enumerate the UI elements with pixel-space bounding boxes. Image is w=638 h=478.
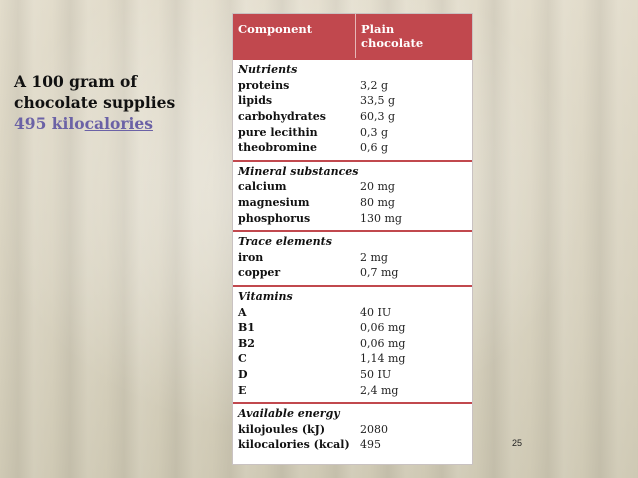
row-value: 50 IU	[360, 367, 392, 381]
table-row	[233, 124, 472, 140]
row-value: 40 IU	[360, 305, 392, 319]
table-row	[233, 140, 472, 156]
row-name: iron	[238, 250, 264, 264]
table-row	[233, 421, 472, 437]
row-name: C	[238, 352, 247, 366]
row-value: 130 mg	[360, 211, 402, 225]
row-name: A	[238, 305, 247, 319]
row-value: 20 mg	[360, 180, 395, 194]
table-row	[233, 351, 472, 367]
table-row	[233, 437, 472, 453]
row-value: 80 mg	[360, 196, 395, 210]
table-row	[233, 250, 472, 266]
row-value: 33,5 g	[360, 94, 396, 108]
row-value: 0,6 g	[360, 141, 389, 155]
section-heading: Trace elements	[238, 234, 332, 248]
row-value: 0,7 mg	[360, 266, 399, 280]
table-row	[233, 320, 472, 336]
row-value: 2,4 mg	[360, 383, 399, 397]
table-section	[233, 285, 472, 402]
header-plain-line1: Plain	[361, 22, 395, 36]
row-value: 2 mg	[360, 250, 388, 264]
row-name: lipids	[238, 94, 273, 108]
section-heading: Nutrients	[238, 63, 298, 76]
table-row	[233, 78, 472, 94]
header-plain-line2: chocolate	[361, 36, 424, 50]
row-name: B1	[238, 321, 255, 335]
row-name: D	[238, 367, 248, 381]
nutrition-table	[232, 13, 473, 465]
table-row	[233, 210, 472, 226]
section-heading: Mineral substances	[238, 164, 359, 178]
text-line-3-prefix: 495 kilo	[14, 114, 85, 133]
row-value: 0,06 mg	[360, 321, 406, 335]
table-section	[233, 402, 472, 457]
row-value: 0,06 mg	[360, 336, 406, 350]
table-row	[233, 195, 472, 211]
header-component: Component	[238, 22, 313, 36]
row-name: E	[238, 383, 247, 397]
table-row	[233, 336, 472, 352]
row-value: 3,2 g	[360, 78, 389, 92]
row-value: 2080	[360, 422, 388, 436]
table-section	[233, 58, 472, 160]
table-row	[233, 93, 472, 109]
row-value: 60,3 g	[360, 110, 396, 124]
section-heading: Available energy	[238, 406, 340, 420]
page-number: 25	[512, 438, 523, 448]
text-line-3	[14, 113, 175, 134]
row-name: magnesium	[238, 196, 310, 210]
text-line-1: A 100 gram of	[14, 72, 138, 91]
row-name: phosphorus	[238, 211, 311, 225]
table-row	[233, 109, 472, 125]
row-name: kilojoules (kJ)	[238, 422, 326, 436]
row-name: pure lecithin	[238, 125, 318, 139]
text-line-2: chocolate supplies	[14, 93, 176, 112]
table-section	[233, 160, 472, 230]
table-row	[233, 304, 472, 320]
table-section	[233, 230, 472, 285]
section-heading: Vitamins	[238, 289, 293, 303]
row-value: 1,14 mg	[360, 352, 406, 366]
row-value: 0,3 g	[360, 125, 389, 139]
row-name: B2	[238, 336, 255, 350]
table-row	[233, 382, 472, 398]
row-name: proteins	[238, 78, 290, 92]
row-name: copper	[238, 266, 281, 280]
row-name: kilocalories (kcal)	[238, 438, 350, 452]
table-header	[233, 14, 472, 58]
table-row	[233, 265, 472, 281]
row-name: theobromine	[238, 141, 318, 155]
row-value: 495	[360, 438, 381, 452]
table-row	[233, 367, 472, 383]
table-body	[233, 58, 472, 457]
slide-text	[14, 71, 175, 134]
table-row	[233, 179, 472, 195]
calories-link[interactable]: calories	[84, 114, 153, 133]
header-plain-chocolate	[355, 14, 472, 58]
row-name: carbohydrates	[238, 110, 326, 124]
row-name: calcium	[238, 180, 287, 194]
